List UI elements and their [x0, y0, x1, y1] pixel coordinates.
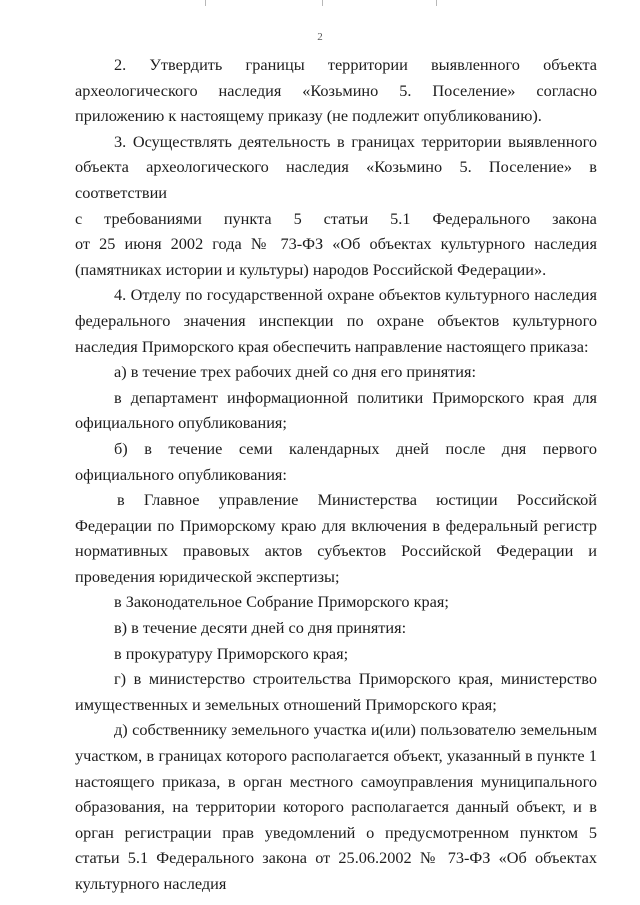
paragraph-4a-1: в департамент информационной политики Приморского края для официального опубликования;: [75, 387, 597, 433]
spread-word: 5.1: [390, 208, 411, 228]
paragraph-4d: д) собственнику земельного участка и(или) пользователю земельным участком, в границах которого располагается объект, указанный в пункте 1 настоящего приказа, в орган местного самоуправления муниципального образования, на территории которого располагается данный объект, и в орган регистрации прав уведомлений о предусмотренном пунктом 5 статьи 5.1 Федерального закона от 25.06.2002 № 73-ФЗ «Об объектах культурного наследия: [75, 720, 597, 893]
scan-artifact: [205, 0, 206, 6]
paragraph-4b-1: в Главное управление Министерства юстиции Российской Федерации по Приморскому краю для включения в федеральный регистр нормативных правовых актов субъектов Российской Федерации и проведения юридической экспертизы;: [75, 490, 597, 586]
spread-word: пункта: [223, 208, 272, 228]
paragraph-4g: г) в министерство строительства Приморского края, министерство имущественных и земельных отношений Приморского края;: [75, 669, 597, 714]
spread-word: Федерального: [432, 208, 531, 228]
scan-artifact: [322, 0, 323, 6]
paragraph-4b: б) в течение семи календарных дней после дня первого официального опубликования:: [75, 438, 597, 484]
document-body: [75, 52, 597, 897]
paragraph-2: 2. Утвердить границы территории выявленного объекта археологического наследия «Козьмино 5. Поселение» согласно приложению к настоящему приказу (не подлежит опубликованию).: [75, 55, 597, 126]
paragraph-4v-1: в прокуратуру Приморского края;: [114, 643, 349, 663]
paragraph-4v: в) в течение десяти дней со дня принятия:: [114, 618, 407, 638]
spread-word: закона: [552, 208, 597, 228]
paragraph-3-tail: от 25 июня 2002 года № 73-ФЗ «Об объектах культурного наследия (памятниках истории и культуры) народов Российской Федерации».: [75, 234, 597, 279]
spread-word: с: [75, 208, 83, 228]
paragraph-4b-2: в Законодательное Собрание Приморского края;: [114, 592, 449, 612]
paragraph-3-spread-line: [75, 206, 597, 232]
paragraph-3-head: 3. Осуществлять деятельность в границах территории выявленного объекта археологического наследия «Козьмино 5. Поселение» в соответствии: [75, 131, 597, 202]
paragraph-4a: а) в течение трех рабочих дней со дня его принятия:: [114, 362, 477, 382]
spread-word: статьи: [323, 208, 369, 228]
page-number: 2: [317, 31, 323, 43]
paragraph-3: [75, 129, 597, 283]
spread-word: требованиями: [104, 208, 202, 228]
spread-word: 5: [293, 208, 302, 228]
scan-artifact: [436, 0, 437, 6]
paragraph-4: 4. Отделу по государственной охране объектов культурного наследия федерального значения инспекции по охране объектов культурного наследия Приморского края обеспечить направление настоящего приказа:: [75, 285, 597, 356]
